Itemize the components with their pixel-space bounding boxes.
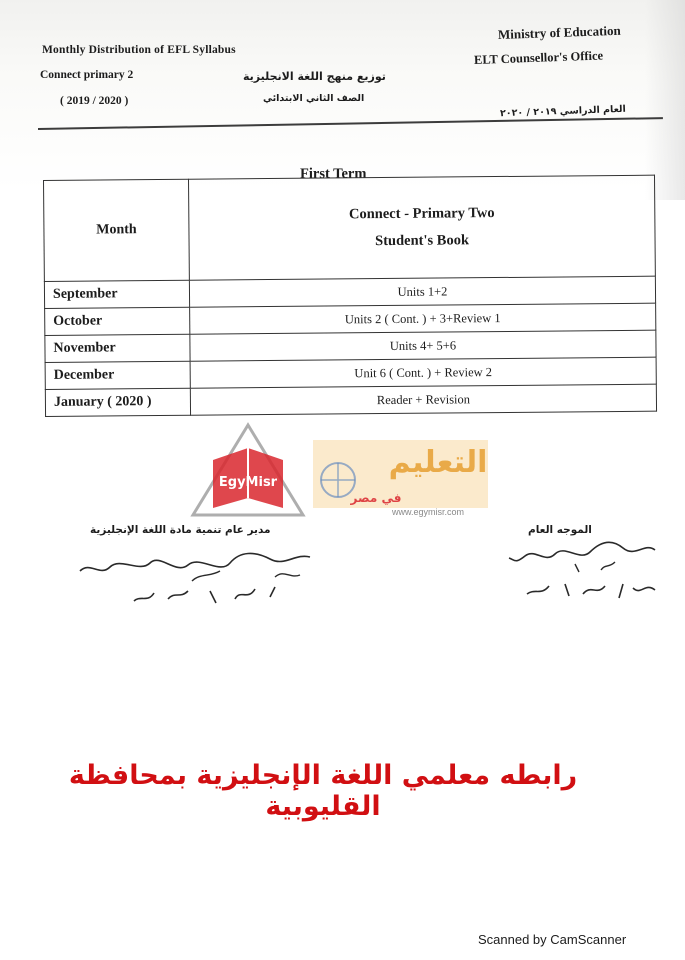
watermark-logo-sub: في مصر bbox=[350, 491, 402, 505]
units-cell: Units 4+ 5+6 bbox=[190, 330, 656, 361]
table-header-book-line1: Connect - Primary Two bbox=[348, 205, 495, 223]
header-office: ELT Counsellor's Office bbox=[473, 48, 604, 67]
syllabus-table-wrapper bbox=[43, 175, 657, 417]
units-cell: Units 2 ( Cont. ) + 3+Review 1 bbox=[190, 303, 656, 334]
header-arabic-year: العام الدراسي ٢٠١٩ / ٢٠٢٠ bbox=[499, 103, 626, 120]
header-arabic-grade: الصف الثاني الابتدائي bbox=[263, 93, 365, 104]
units-cell: Unit 6 ( Cont. ) + Review 2 bbox=[190, 357, 656, 388]
header-syllabus-title: Monthly Distribution of EFL Syllabus bbox=[42, 44, 236, 56]
header-ministry: Ministry of Education bbox=[497, 22, 621, 42]
watermark-logo-small: EgyMisr bbox=[218, 475, 278, 490]
watermark-url: www.egymisr.com bbox=[391, 507, 465, 517]
month-cell: September bbox=[44, 280, 189, 308]
term-title: First Term bbox=[300, 166, 367, 182]
units-cell: Reader + Revision bbox=[190, 384, 656, 415]
teachers-association-banner: رابطه معلمي اللغة الإنجليزية بمحافظة القليوبية bbox=[68, 760, 578, 822]
watermark-logo-big: التعليم bbox=[388, 445, 488, 480]
month-cell: November bbox=[45, 334, 190, 362]
watermark-logo bbox=[188, 420, 498, 520]
table-header-book-line2: Student's Book bbox=[375, 232, 470, 250]
signature-right-title: الموجه العام bbox=[528, 524, 592, 536]
watermark-logo-graphic bbox=[188, 420, 498, 520]
month-cell: January ( 2020 ) bbox=[45, 388, 190, 416]
table-header-month: Month bbox=[44, 179, 190, 281]
header-academic-year: ( 2019 / 2020 ) bbox=[60, 95, 129, 107]
header-arabic-title: توزيع منهج اللغة الانجليزية bbox=[243, 70, 386, 83]
page-shadow bbox=[645, 0, 685, 200]
table-header-book bbox=[188, 175, 655, 280]
header-book-name: Connect primary 2 bbox=[40, 69, 134, 81]
units-cell: Units 1+2 bbox=[189, 276, 655, 307]
table-row bbox=[45, 384, 656, 416]
signature-left-title: مدير عام تنمية مادة اللغة الإنجليزية bbox=[90, 524, 271, 536]
syllabus-table bbox=[43, 175, 657, 417]
signature-right-handwriting bbox=[505, 538, 665, 608]
scanner-watermark: Scanned by CamScanner bbox=[478, 932, 627, 947]
month-cell: October bbox=[45, 307, 190, 335]
signature-left-handwriting bbox=[70, 545, 330, 615]
month-cell: December bbox=[45, 361, 190, 389]
